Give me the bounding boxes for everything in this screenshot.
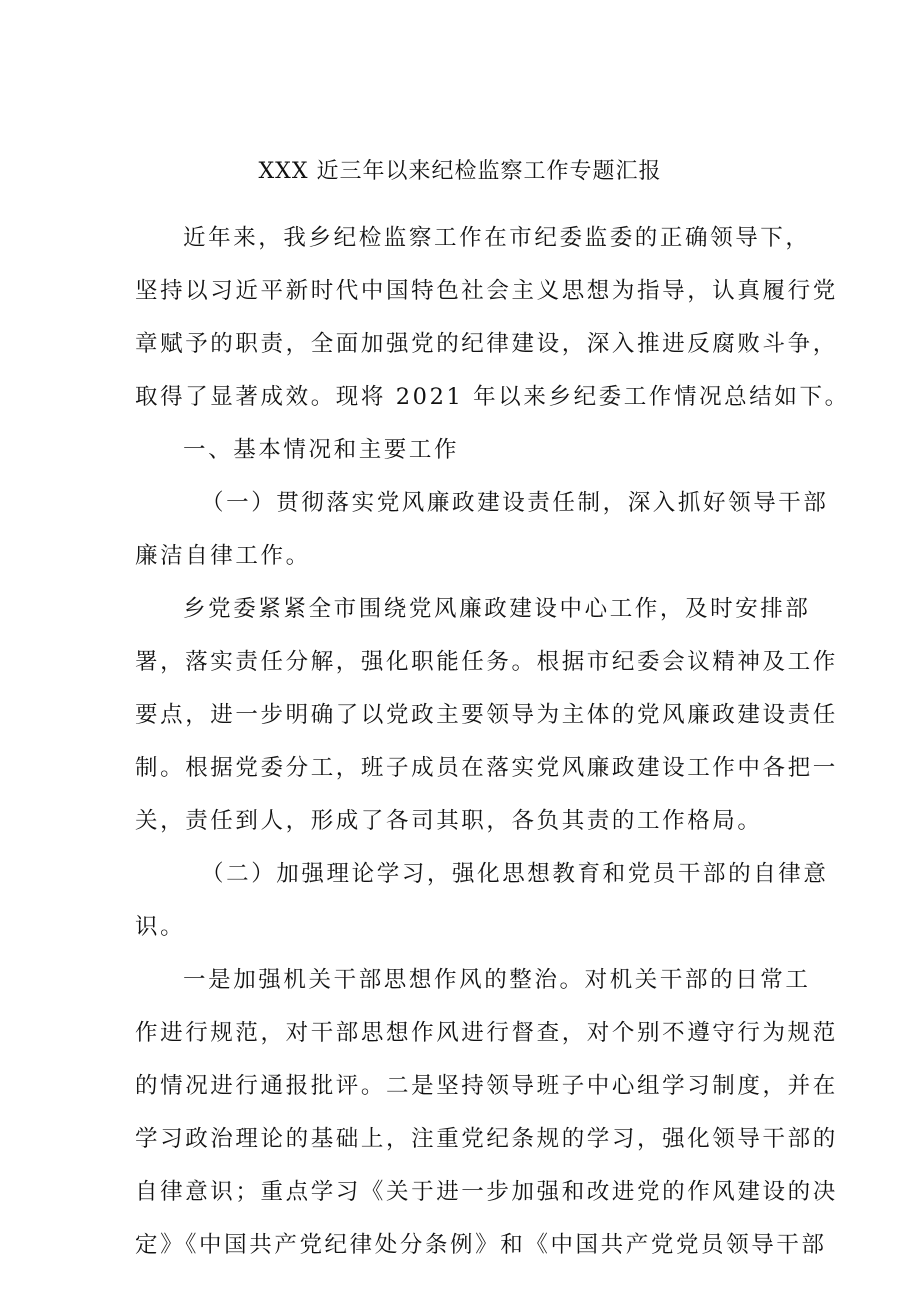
subsection-heading-1: （一）贯彻落实党风廉政建设责任制，深入抓好领导干部 (201, 490, 829, 516)
subsection-heading-2: （二）加强理论学习，强化思想教育和党员干部的自律意 (201, 861, 829, 887)
page-title: XXX 近三年以来纪检监察工作专题汇报 (258, 159, 662, 184)
section-heading: 一、基本情况和主要工作 (183, 437, 460, 463)
paragraph-line: 制。根据党委分工，班子成员在落实党风廉政建设工作中各把一 (135, 755, 838, 781)
paragraph-line: 要点，进一步明确了以党政主要领导为主体的党风廉政建设责任 (135, 702, 838, 728)
paragraph-line: 乡党委紧紧全市围绕党风廉政建设中心工作，及时安排部 (183, 596, 811, 622)
subsection-heading-2: 识。 (135, 914, 186, 940)
paragraph-line: 定》《中国共产党纪律处分条例》和《中国共产党党员领导干部 (135, 1232, 827, 1258)
paragraph-line: 一是加强机关干部思想作风的整治。对机关干部的日常工 (183, 967, 811, 993)
paragraph-line: 作进行规范，对干部思想作风进行督查，对个别不遵守行为规范 (135, 1020, 838, 1046)
paragraph-intro-line: 章赋予的职责，全面加强党的纪律建设，深入推进反腐败斗争， (135, 331, 838, 357)
paragraph-intro-line: 取得了显著成效。现将 2021 年以来乡纪委工作情况总结如下。 (135, 384, 850, 410)
paragraph-line: 关，责任到人，形成了各司其职，各负其责的工作格局。 (135, 808, 763, 834)
paragraph-intro-line: 坚持以习近平新时代中国特色社会主义思想为指导，认真履行党 (135, 278, 838, 304)
document-body (135, 212, 850, 1272)
paragraph-intro-line: 近年来，我乡纪检监察工作在市纪委监委的正确领导下， (183, 225, 811, 251)
subsection-heading-1: 廉洁自律工作。 (135, 543, 311, 569)
paragraph-line: 自律意识；重点学习《关于进一步加强和改进党的作风建设的决 (135, 1179, 838, 1205)
paragraph-line: 的情况进行通报批评。二是坚持领导班子中心组学习制度，并在 (135, 1073, 838, 1099)
paragraph-line: 学习政治理论的基础上，注重党纪条规的学习，强化领导干部的 (135, 1126, 838, 1152)
paragraph-line: 署，落实责任分解，强化职能任务。根据市纪委会议精神及工作 (135, 649, 838, 675)
